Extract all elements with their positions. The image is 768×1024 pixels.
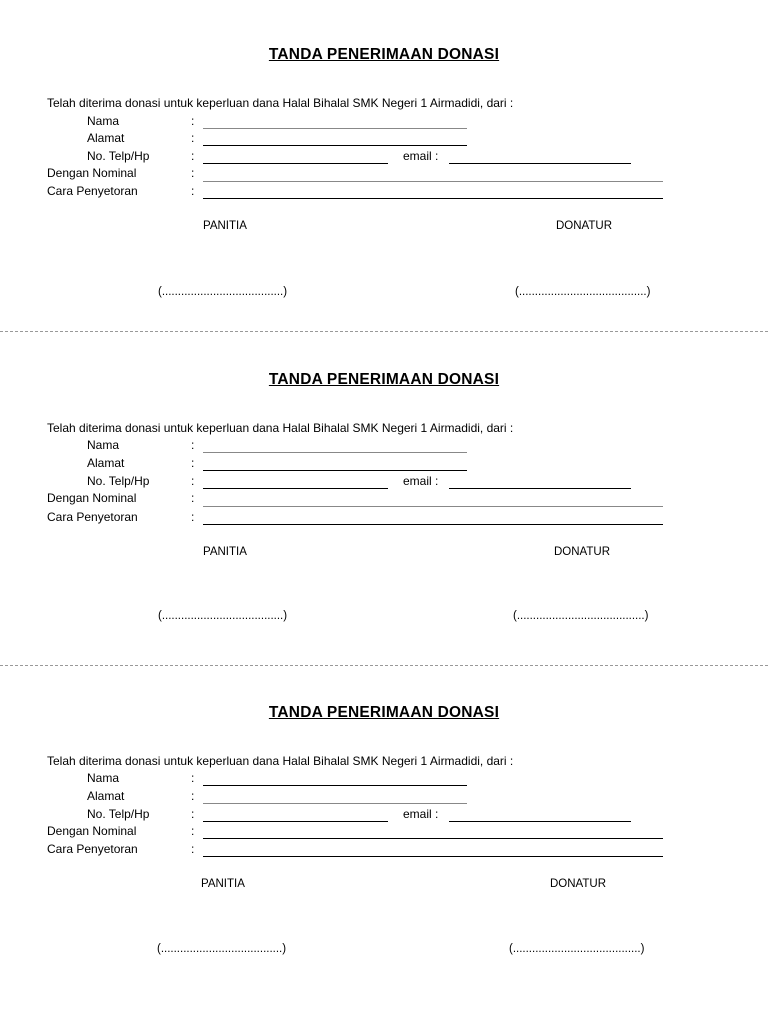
receipt-title: TANDA PENERIMAAN DONASI [268, 46, 500, 63]
cara-field-line[interactable] [203, 856, 663, 857]
colon: : [191, 807, 195, 821]
label-email: email : [403, 474, 439, 488]
label-nama: Nama [87, 771, 120, 785]
label-telp: No. Telp/Hp [87, 474, 150, 488]
nama-field-line[interactable] [203, 452, 467, 453]
label-email: email : [403, 807, 439, 821]
alamat-field-line[interactable] [203, 803, 467, 804]
donation-receipt [0, 704, 768, 994]
nama-field-line[interactable] [203, 785, 467, 786]
colon: : [191, 166, 195, 180]
email-field-line[interactable] [449, 821, 631, 822]
alamat-field-line[interactable] [203, 145, 467, 146]
email-field-line[interactable] [449, 163, 631, 164]
colon: : [191, 842, 195, 856]
colon: : [191, 184, 195, 198]
colon: : [191, 491, 195, 505]
colon: : [191, 824, 195, 838]
label-cara: Cara Penyetoran [47, 184, 138, 198]
colon: : [191, 771, 195, 785]
receipt-intro: Telah diterima donasi untuk keperluan dana Halal Bihalal SMK Negeri 1 Airmadidi, dari : [47, 96, 514, 110]
panitia-signature-line: (......................................) [158, 286, 288, 298]
panitia-label: PANITIA [201, 878, 245, 890]
donatur-label: DONATUR [554, 546, 611, 558]
colon: : [191, 474, 195, 488]
label-telp: No. Telp/Hp [87, 149, 150, 163]
colon: : [191, 114, 195, 128]
colon: : [191, 510, 195, 524]
colon: : [191, 131, 195, 145]
donation-receipt [0, 46, 768, 336]
label-cara: Cara Penyetoran [47, 510, 138, 524]
colon: : [191, 438, 195, 452]
label-alamat: Alamat [87, 131, 125, 145]
label-nominal: Dengan Nominal [47, 824, 137, 838]
label-nominal: Dengan Nominal [47, 491, 137, 505]
donatur-label: DONATUR [550, 878, 607, 890]
receipt-title: TANDA PENERIMAAN DONASI [268, 371, 500, 388]
panitia-signature-line: (......................................) [157, 943, 287, 955]
email-field-line[interactable] [449, 488, 631, 489]
telp-field-line[interactable] [203, 488, 388, 489]
label-alamat: Alamat [87, 456, 125, 470]
receipt-intro: Telah diterima donasi untuk keperluan dana Halal Bihalal SMK Negeri 1 Airmadidi, dari : [47, 754, 514, 768]
label-alamat: Alamat [87, 789, 125, 803]
donatur-signature-line: (........................................) [515, 286, 651, 298]
nominal-field-line[interactable] [203, 838, 663, 839]
panitia-label: PANITIA [203, 220, 247, 232]
alamat-field-line[interactable] [203, 470, 467, 471]
donatur-signature-line: (........................................) [513, 610, 649, 622]
panitia-label: PANITIA [203, 546, 247, 558]
donatur-signature-line: (........................................) [509, 943, 645, 955]
label-email: email : [403, 149, 439, 163]
cut-line [0, 665, 768, 666]
nominal-field-line[interactable] [203, 181, 663, 182]
label-nominal: Dengan Nominal [47, 166, 137, 180]
nama-field-line[interactable] [203, 128, 467, 129]
panitia-signature-line: (......................................) [158, 610, 288, 622]
nominal-field-line[interactable] [203, 506, 663, 507]
colon: : [191, 149, 195, 163]
telp-field-line[interactable] [203, 163, 388, 164]
receipt-title: TANDA PENERIMAAN DONASI [268, 704, 500, 721]
cara-field-line[interactable] [203, 198, 663, 199]
receipt-intro: Telah diterima donasi untuk keperluan dana Halal Bihalal SMK Negeri 1 Airmadidi, dari : [47, 421, 514, 435]
label-cara: Cara Penyetoran [47, 842, 138, 856]
donatur-label: DONATUR [556, 220, 613, 232]
telp-field-line[interactable] [203, 821, 388, 822]
label-nama: Nama [87, 438, 120, 452]
cara-field-line[interactable] [203, 524, 663, 525]
colon: : [191, 789, 195, 803]
colon: : [191, 456, 195, 470]
label-nama: Nama [87, 114, 120, 128]
donation-receipt [0, 371, 768, 661]
label-telp: No. Telp/Hp [87, 807, 150, 821]
cut-line [0, 331, 768, 332]
